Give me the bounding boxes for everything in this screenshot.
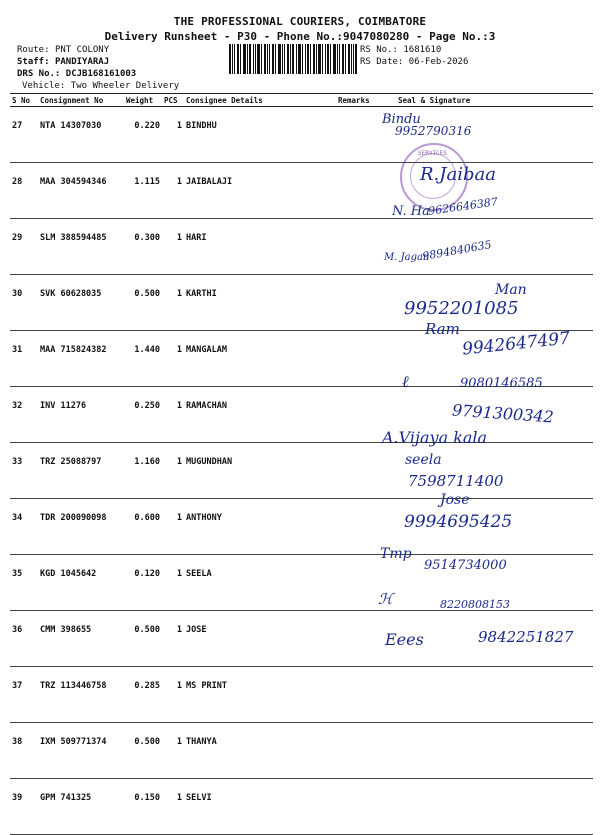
cell-consignment-no: SLM 388594485 [38,219,124,275]
cell-weight: 0.150 [124,779,162,835]
cell-consignee: JOSE [184,611,336,667]
cell-consignment-no: MAA 715824382 [38,331,124,387]
signature-29: N. Ha [392,204,430,219]
cell-pcs: 1 [162,107,184,163]
cell-consignment-no: TRZ 113446758 [38,667,124,723]
runsheet-subtitle: Delivery Runsheet - P30 - Phone No.:9047080280 - Page No.:3 [104,30,496,43]
cell-seal-signature [374,779,593,835]
cell-consignee: MS PRINT [184,667,336,723]
cell-consignment-no: MAA 304594346 [38,163,124,219]
phone-32: 9942647497 [461,328,571,360]
cell-sno: 31 [10,331,38,387]
cell-weight: 0.285 [124,667,162,723]
cell-sno: 35 [10,555,38,611]
cell-consignment-no: IXM 509771374 [38,723,124,779]
signature-33: ℓ [402,372,409,391]
cell-remarks [336,611,374,667]
cell-remarks [336,331,374,387]
phone-30: 9894840635 [421,238,493,263]
cell-remarks [336,163,374,219]
cell-remarks [336,219,374,275]
cell-remarks [336,667,374,723]
cell-pcs: 1 [162,387,184,443]
staff-line [17,57,109,67]
col-remarks: Remarks [336,94,374,107]
vehicle-line [22,81,179,91]
cell-seal-signature [374,723,593,779]
table-row [10,219,593,275]
runsheet-table [10,93,593,835]
table-row [10,163,593,219]
cell-sno: 39 [10,779,38,835]
rs-no-value: 1681610 [403,45,442,55]
cell-weight: 0.600 [124,499,162,555]
cell-consignee: JAIBALAJI [184,163,336,219]
cell-sno: 32 [10,387,38,443]
signature-39: Eees [385,630,424,649]
cell-remarks [336,275,374,331]
cell-sno: 29 [10,219,38,275]
cell-sno: 27 [10,107,38,163]
cell-pcs: 1 [162,779,184,835]
cell-pcs: 1 [162,331,184,387]
cell-sno: 33 [10,443,38,499]
cell-weight: 1.115 [124,163,162,219]
cell-consignee: SEELA [184,555,336,611]
signature-36: Jose [440,492,470,508]
cell-consignee: SELVI [184,779,336,835]
cell-consignment-no: INV 11276 [38,387,124,443]
signature-32: Ram [425,320,460,338]
cell-sno: 34 [10,499,38,555]
phone-37: 9514734000 [424,558,507,573]
table-row [10,443,593,499]
cell-remarks [336,499,374,555]
table-row [10,779,593,835]
cell-consignment-no: TDR 200090098 [38,499,124,555]
cell-consignee: THANYA [184,723,336,779]
signature-27: Bindu [382,112,421,127]
col-consignee: Consignee Details [184,94,336,107]
rs-date-value: 06-Feb-2026 [408,57,469,67]
route-value: PNT COLONY [54,45,110,55]
signature-37: Tmp [380,546,412,562]
col-sno: S No [10,94,38,107]
rs-no-label: RS No.: [360,45,398,55]
drs-label: DRS No.: [17,69,61,79]
cell-weight: 0.250 [124,387,162,443]
vehicle-label: Vehicle: [22,81,66,91]
cell-consignment-no: NTA 14307030 [38,107,124,163]
cell-consignee: ANTHONY [184,499,336,555]
rs-date-label: RS Date: [360,57,404,67]
cell-consignment-no: KGD 1045642 [38,555,124,611]
cell-pcs: 1 [162,275,184,331]
cell-consignee: KARTHI [184,275,336,331]
rs-no-line [360,45,441,55]
cell-pcs: 1 [162,499,184,555]
col-weight: Weight [124,94,162,107]
col-seal-signature: Seal & Signature [374,94,593,107]
cell-remarks [336,779,374,835]
signature-35: seela [405,452,442,468]
table-row [10,667,593,723]
cell-weight: 0.300 [124,219,162,275]
cell-weight: 0.500 [124,611,162,667]
signature-35-name: A.Vijaya kala [382,428,488,447]
signature-28: R.Jaibaa [420,164,496,185]
cell-sno: 37 [10,667,38,723]
drs-line [17,69,136,79]
cell-sno: 38 [10,723,38,779]
signature-30: M. Jagan [384,252,430,263]
cell-pcs: 1 [162,163,184,219]
phone-33: 9080146585 [460,376,543,391]
route-line [17,45,109,55]
phone-34: 9791300342 [451,400,555,427]
cell-remarks [336,107,374,163]
cell-sno: 28 [10,163,38,219]
cell-sno: 36 [10,611,38,667]
cell-consignment-no: CMM 398655 [38,611,124,667]
cell-consignee: HARI [184,219,336,275]
cell-weight: 1.440 [124,331,162,387]
page-title: THE PROFESSIONAL COURIERS, COIMBATORE [173,15,427,28]
phone-35: 7598711400 [408,472,504,490]
cell-consignee: BINDHU [184,107,336,163]
cell-pcs: 1 [162,611,184,667]
vehicle-value: Two Wheeler Delivery [70,81,180,91]
cell-weight: 0.500 [124,275,162,331]
table-row [10,723,593,779]
staff-value: PANDIYARAJ [54,57,110,67]
cell-pcs: 1 [162,443,184,499]
cell-weight: 0.120 [124,555,162,611]
drs-value: DCJB168161003 [65,69,137,79]
cell-remarks [336,387,374,443]
cell-sno: 30 [10,275,38,331]
col-consignment: Consignment No [38,94,124,107]
cell-pcs: 1 [162,555,184,611]
cell-consignment-no: SVK 60628035 [38,275,124,331]
cell-weight: 1.160 [124,443,162,499]
signature-31: Man [495,282,527,298]
cell-remarks [336,555,374,611]
col-pcs: PCS [162,94,184,107]
cell-consignee: MANGALAM [184,331,336,387]
cell-consignment-no: TRZ 25088797 [38,443,124,499]
cell-remarks [336,443,374,499]
phone-27: 9952790316 [395,124,472,138]
seal-lettering: SERVICES [418,150,447,157]
barcode [229,44,357,74]
cell-consignee: RAMACHAN [184,387,336,443]
rs-date-line [360,57,468,67]
cell-seal-signature [374,443,593,499]
phone-36: 9994695425 [404,512,513,532]
table-header-row [10,94,593,107]
phone-31: 9952201085 [404,298,519,319]
cell-weight: 0.220 [124,107,162,163]
cell-remarks [336,723,374,779]
phone-38: 8220808153 [440,598,510,611]
cell-pcs: 1 [162,667,184,723]
cell-pcs: 1 [162,723,184,779]
cell-weight: 0.500 [124,723,162,779]
signature-38: ℋ [378,590,393,608]
cell-consignee: MUGUNDHAN [184,443,336,499]
cell-pcs: 1 [162,219,184,275]
staff-label: Staff: [17,57,50,67]
table-row [10,107,593,163]
cell-seal-signature [374,667,593,723]
phone-39: 9842251827 [478,628,574,646]
route-label: Route: [17,45,50,55]
phone-29: 9626646387 [427,195,499,218]
cell-consignment-no: GPM 741325 [38,779,124,835]
